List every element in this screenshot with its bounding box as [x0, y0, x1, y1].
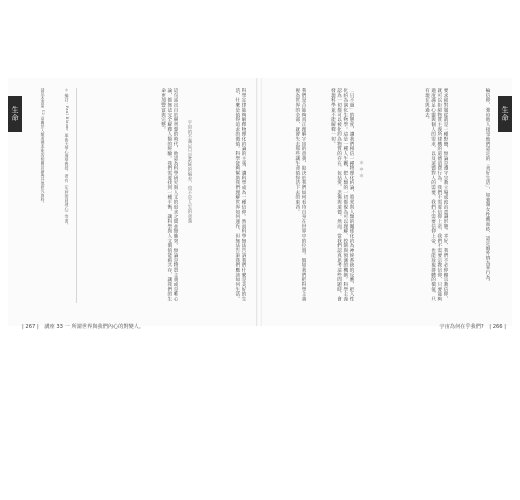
section-break-ornament: ＊ ＊ ＊: [358, 160, 364, 179]
footnote-1: ＊ 編註：Paul Bloom，耶魯大學心理學教授，著有《失控的同理心》等書。: [65, 88, 70, 228]
left-page-footer: [22, 323, 148, 333]
section-tab-left: 生命: [8, 96, 22, 132]
footnote-2: 請見本書第 12 章關於人類道德本能的相關討論與其他研究資料。: [41, 88, 46, 206]
left-page-paragraph-2: 這句話出自於赫胥黎的時代，他認為科學研究與人文的追求之間並無衝突。無論是物質主義或是唯心論，都無法完全解釋人類的經驗。我們需要找到一種平衡，讓科學與人文價值能夠共存，讓我們的生命更加豐富與完整。: [160, 88, 178, 302]
right-page-paragraph-1: 輪信仰，強迫他人接受他們認定的「美好生活」，如強制女性戴面紗，認定婚外情為罪行為。: [485, 88, 490, 285]
footnote-divider: [76, 88, 77, 303]
right-page-footer: [439, 323, 510, 333]
left-page-paragraph-1: 科學定律能夠解釋物理化約論的主張，讓科學成為一種信仰。然而科學無法告訴我們什麼是美好的生活，什麼是值得追求的價值。科學能夠幫助我們理解世界如何運作，但無法告訴我們應該如何生活。: [234, 88, 246, 302]
right-page-paragraph-3: 「只不過」的態度，讓我們相信一種物理化約論，將愛與人類的關係化約為神經系統的反應，把人性化約為演化生物學。這是一種人生觀，把人類的一切都視為可以理解、控制與預測的機制。科學主義認為一切都可以被化約為物質的存在，包括愛、悲傷與道德。然而，當我們認真思考這些問題時，會發現科學並不能解釋一切。: [330, 88, 354, 302]
section-tab-right: 生命: [498, 96, 512, 132]
right-page-paragraph-4: 我們是否能夠真正理解宇宙的意義，取決於我們如何看待自身在世界中的位置。假如我們把科學主義視為世界的全部，就會失去那些讓生命值得活下去的東西。: [294, 88, 306, 302]
left-running-head: 講座 33 一 所謂世界與我們內心的對變人。: [44, 324, 145, 330]
right-page-number: | 266 |: [489, 324, 506, 330]
block-quote: 宇宙的不滿足只是系統的偏差，也不是人生的意義: [187, 120, 192, 224]
right-page-paragraph-2: 要求絕對服從就是一種野蠻，無論是遵守宗教立場或政治意識形態。幸好，我們不必仰賴宗教信仰，就可以拒絕物質主義所建構的道德消費行為。我們不需要信仰上帝，我們不需要宗教信仰，只要能夠適度滿足心靈與個人的需求，以及道德對人的需要，我們不需要信仰上帝，也能珍視群體的價值，只有現在與過去。: [424, 88, 448, 302]
left-page-number: | 267 |: [22, 324, 39, 330]
right-running-head: 宇宙為何在乎我們?: [439, 324, 484, 330]
